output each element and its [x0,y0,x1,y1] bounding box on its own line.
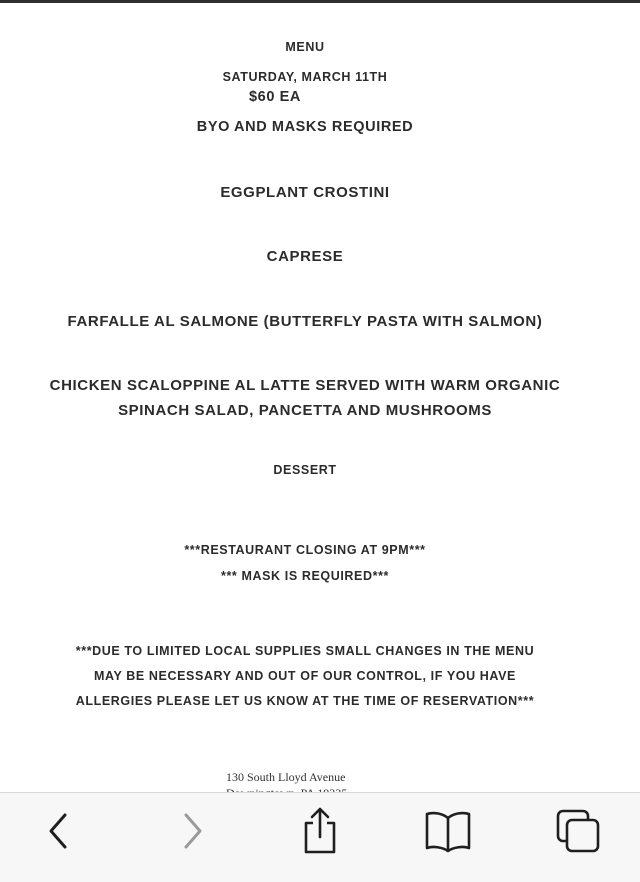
forward-icon [178,811,206,851]
course-caprese: CAPRESE [266,248,344,265]
browser-toolbar [0,792,640,882]
menu-price: $60 EA [249,89,301,105]
supply-notice-line3: ALLERGIES PLEASE LET US KNOW AT THE TIME OF RESERVATION*** [75,694,535,708]
bookmarks-icon [423,809,473,853]
tabs-icon [554,807,602,855]
mask-notice: *** MASK IS REQUIRED*** [221,569,389,583]
bookmarks-button[interactable] [424,807,472,855]
share-button[interactable] [296,807,344,855]
course-dessert: DESSERT [273,463,337,477]
back-icon [45,811,73,851]
forward-button[interactable] [168,807,216,855]
course-farfalle: FARFALLE AL SALMONE (BUTTERFLY PASTA WITH SALMON) [67,313,543,330]
tabs-button[interactable] [554,807,602,855]
course-chicken-line2: SPINACH SALAD, PANCETTA AND MUSHROOMS [118,402,492,419]
supply-notice-line2: MAY BE NECESSARY AND OUT OF OUR CONTROL, IF YOU HAVE [94,669,516,683]
menu-heading: MENU [285,40,325,54]
back-button[interactable] [35,807,83,855]
menu-date: SATURDAY, MARCH 11TH [222,70,388,84]
supply-notice-line1: ***DUE TO LIMITED LOCAL SUPPLIES SMALL CHANGES IN THE MENU [75,644,535,658]
course-eggplant-crostini: EGGPLANT CROSTINI [220,184,390,201]
closing-notice: ***RESTAURANT CLOSING AT 9PM*** [184,543,426,557]
share-icon [300,806,340,856]
course-chicken-line1: CHICKEN SCALOPPINE AL LATTE SERVED WITH WARM ORGANIC [49,377,561,394]
byo-notice: BYO AND MASKS REQUIRED [196,119,414,135]
address-line1: 130 South Lloyd Avenue [226,770,346,784]
